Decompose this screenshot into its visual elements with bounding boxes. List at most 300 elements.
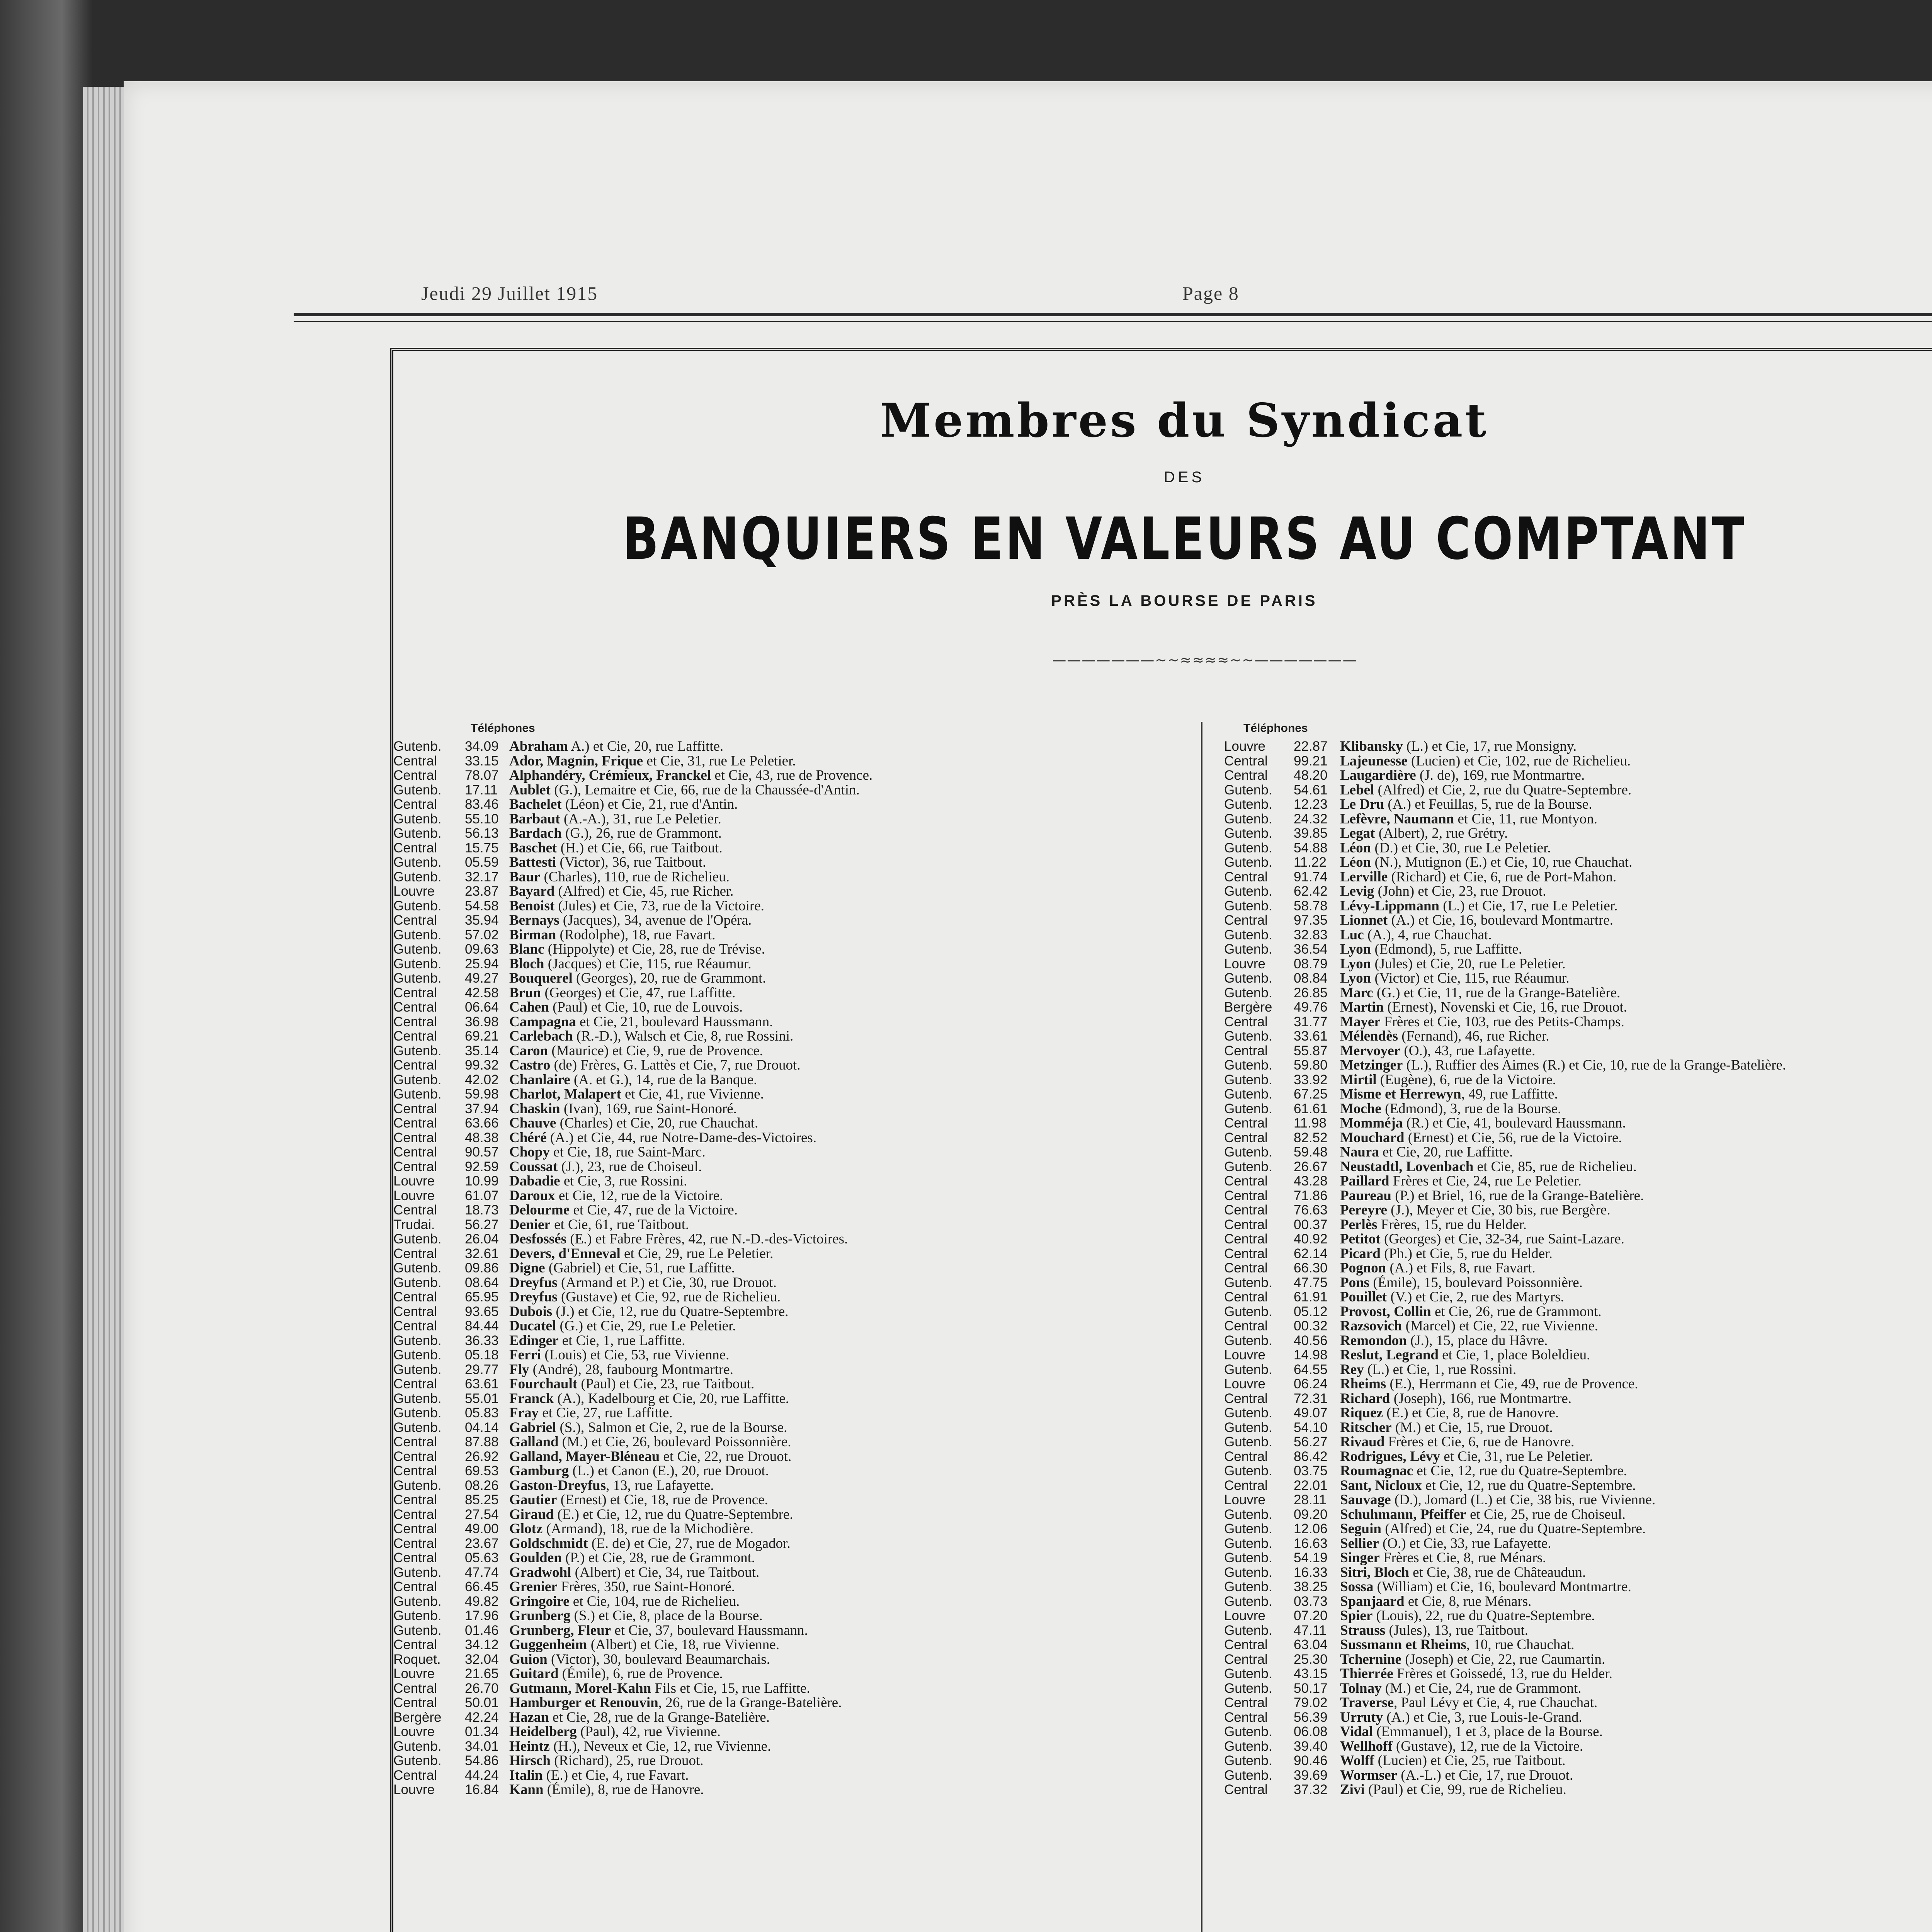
member-row xyxy=(393,1696,1166,1710)
member-entry xyxy=(1340,1652,1605,1667)
phone-number: 99.21 xyxy=(1294,753,1328,769)
phone-number: 48.38 xyxy=(465,1130,499,1145)
member-name: Gradwohl xyxy=(509,1564,571,1580)
exchange-name: Gutenb. xyxy=(393,1391,442,1406)
member-row xyxy=(1220,870,1932,884)
title-des: DES xyxy=(1163,469,1205,486)
phone-number: 55.01 xyxy=(465,1391,499,1406)
exchange-name: Gutenb. xyxy=(1224,1521,1272,1536)
member-address: (E.) et Cie, 12, rue du Quatre-Septembre. xyxy=(554,1506,793,1522)
member-name: Gautier xyxy=(509,1492,557,1508)
member-address: (J.) et Cie, 12, rue du Quatre-Septembre. xyxy=(552,1303,789,1320)
member-address: et Cie, 12, rue du Quatre-Septembre. xyxy=(1422,1477,1636,1493)
member-entry xyxy=(509,826,722,841)
member-name: Cahen xyxy=(509,999,549,1015)
member-address: et Cie, 25, rue de Choiseul. xyxy=(1466,1506,1626,1522)
member-row xyxy=(393,1623,1166,1638)
member-address: et Cie, 43, rue de Provence. xyxy=(711,767,873,783)
exchange-name: Gutenb. xyxy=(1224,1738,1272,1754)
phone-number: 56.27 xyxy=(465,1217,499,1232)
exchange-name: Central xyxy=(393,1550,437,1565)
member-row xyxy=(393,1247,1166,1261)
member-name: Chopy xyxy=(509,1144,550,1160)
exchange-name: Louvre xyxy=(1224,1492,1266,1507)
phone-number: 03.75 xyxy=(1294,1463,1328,1478)
member-row xyxy=(393,1319,1166,1333)
member-name: Lebel xyxy=(1340,782,1374,798)
member-address: et Cie, 37, boulevard Haussmann. xyxy=(611,1622,808,1638)
member-address: (Ernest) et Cie, 56, rue de la Victoire. xyxy=(1404,1129,1622,1146)
member-name: Gutmann, Morel-Kahn xyxy=(509,1680,651,1696)
phone-number: 49.27 xyxy=(465,971,499,986)
exchange-name: Louvre xyxy=(393,1724,435,1739)
member-entry xyxy=(509,1290,781,1304)
member-row xyxy=(1220,1406,1932,1420)
member-address: (Armand et P.) et Cie, 30, rue Drouot. xyxy=(557,1274,777,1291)
exchange-name: Bergère xyxy=(1224,1000,1272,1015)
member-entry xyxy=(509,1319,736,1333)
member-name: Levig xyxy=(1340,883,1374,899)
member-address: (Émile), 15, boulevard Poissonnière. xyxy=(1369,1274,1583,1291)
member-address: et Cie, 28, rue de la Grange-Batelière. xyxy=(549,1709,770,1725)
phone-number: 83.46 xyxy=(465,797,499,812)
member-name: Gringoire xyxy=(509,1593,570,1609)
member-entry xyxy=(509,1710,770,1725)
phone-number: 47.11 xyxy=(1294,1622,1327,1638)
phone-number: 05.18 xyxy=(465,1347,499,1362)
member-row xyxy=(393,1710,1166,1725)
member-name: Reslut, Legrand xyxy=(1340,1347,1439,1363)
member-name: Mayer xyxy=(1340,1014,1381,1030)
phone-number: 59.80 xyxy=(1294,1058,1328,1073)
member-address: (Jacques), 34, avenue de l'Opéra. xyxy=(559,912,752,928)
phone-number: 35.14 xyxy=(465,1043,499,1058)
phone-number: 33.15 xyxy=(465,753,499,769)
exchange-name: Central xyxy=(393,1767,437,1783)
exchange-name: Central xyxy=(393,1202,437,1218)
member-row xyxy=(1220,1522,1932,1536)
telephones-header: Téléphones xyxy=(1243,722,1308,735)
member-address: (L.) et Cie, 1, rue Rossini. xyxy=(1364,1361,1517,1378)
member-entry xyxy=(509,1203,738,1218)
member-name: Ritscher xyxy=(1340,1419,1392,1435)
member-address: (M.) et Cie, 15, rue Drouot. xyxy=(1391,1419,1553,1435)
member-entry xyxy=(1340,1725,1603,1739)
exchange-name: Central xyxy=(393,1376,437,1391)
member-address: (R.) et Cie, 41, boulevard Haussmann. xyxy=(1403,1115,1626,1131)
member-address: (P.) et Cie, 28, rue de Grammont. xyxy=(561,1550,755,1566)
member-row xyxy=(1220,1536,1932,1551)
exchange-name: Gutenb. xyxy=(1224,1420,1272,1435)
member-row xyxy=(393,855,1166,870)
exchange-name: Gutenb. xyxy=(1224,1405,1272,1420)
phone-number: 39.40 xyxy=(1294,1738,1328,1754)
exchange-name: Central xyxy=(393,1695,437,1710)
exchange-name: Gutenb. xyxy=(393,739,442,754)
exchange-name: Louvre xyxy=(393,884,435,899)
phone-number: 32.61 xyxy=(465,1246,499,1261)
member-name: Laugardière xyxy=(1340,767,1416,783)
member-name: Sussmann et Rheims xyxy=(1340,1637,1466,1653)
member-row xyxy=(1220,1391,1932,1406)
member-name: Wellhoff xyxy=(1340,1738,1393,1754)
member-address: (Georges), 20, rue de Grammont. xyxy=(572,970,766,986)
exchange-name: Roquet. xyxy=(393,1651,441,1667)
member-name: Bouquerel xyxy=(509,970,573,986)
phone-number: 64.55 xyxy=(1294,1362,1328,1377)
member-name: Bloch xyxy=(509,956,544,972)
member-address: (Gustave), 12, rue de la Victoire. xyxy=(1392,1738,1583,1754)
phone-number: 58.78 xyxy=(1294,898,1328,913)
member-row xyxy=(1220,1160,1932,1174)
member-row xyxy=(393,1362,1166,1377)
member-entry xyxy=(509,1044,763,1058)
member-address: et Cie, 31, rue Le Peletier. xyxy=(1440,1448,1593,1464)
exchange-name: Gutenb. xyxy=(393,1622,442,1638)
member-entry xyxy=(1340,1753,1565,1768)
exchange-name: Gutenb. xyxy=(393,1478,442,1493)
member-row xyxy=(1220,812,1932,827)
member-address: et Cie, 27, rue Laffitte. xyxy=(539,1405,673,1421)
member-row xyxy=(393,1276,1166,1290)
phone-number: 72.31 xyxy=(1294,1391,1328,1406)
member-name: Mélendès xyxy=(1340,1028,1398,1044)
member-entry xyxy=(1340,1160,1637,1174)
member-address: (Paul) et Cie, 99, rue de Richelieu. xyxy=(1364,1782,1566,1798)
member-row xyxy=(393,1174,1166,1189)
phone-number: 23.67 xyxy=(465,1536,499,1551)
member-entry xyxy=(509,1087,764,1102)
member-entry xyxy=(509,739,723,754)
exchange-name: Central xyxy=(393,1680,437,1696)
member-entry xyxy=(509,1739,771,1754)
phone-number: 12.23 xyxy=(1294,797,1328,812)
member-row xyxy=(393,1652,1166,1667)
phone-number: 56.39 xyxy=(1294,1709,1328,1725)
exchange-name: Gutenb. xyxy=(393,1275,442,1290)
member-row xyxy=(393,1160,1166,1174)
member-address: (H.) et Cie, 66, rue Taitbout. xyxy=(557,840,723,856)
exchange-name: Central xyxy=(1224,1782,1268,1797)
member-name: Rheims xyxy=(1340,1376,1386,1392)
member-name: Goulden xyxy=(509,1550,562,1566)
member-address: (G.) et Cie, 29, rue Le Peletier. xyxy=(556,1318,736,1334)
member-name: Brun xyxy=(509,985,541,1001)
phone-number: 43.15 xyxy=(1294,1666,1328,1681)
phone-number: 86.42 xyxy=(1294,1449,1328,1464)
member-row xyxy=(393,1102,1166,1116)
member-row xyxy=(393,1565,1166,1580)
member-row xyxy=(393,1753,1166,1768)
member-address: (Ivan), 169, rue Saint-Honoré. xyxy=(560,1100,737,1117)
phone-number: 85.25 xyxy=(465,1492,499,1507)
member-address: Frères, 15, rue du Helder. xyxy=(1377,1216,1527,1233)
running-head xyxy=(294,282,1932,317)
member-entry xyxy=(1340,1073,1556,1087)
phone-number: 44.24 xyxy=(465,1767,499,1783)
member-name: Coussat xyxy=(509,1158,558,1175)
member-entry xyxy=(1340,913,1613,928)
member-name: Schuhmann, Pfeiffer xyxy=(1340,1506,1466,1522)
member-name: Mouchard xyxy=(1340,1129,1405,1146)
member-name: Dabadie xyxy=(509,1173,560,1189)
member-row xyxy=(393,1058,1166,1073)
exchange-name: Gutenb. xyxy=(1224,826,1272,841)
member-address: (Richard), 25, rue Drouot. xyxy=(550,1753,704,1769)
member-address: (John) et Cie, 23, rue Drouot. xyxy=(1374,883,1546,899)
member-name: Ador, Magnin, Frique xyxy=(509,753,643,769)
member-row xyxy=(393,1203,1166,1218)
member-row xyxy=(393,1391,1166,1406)
member-row xyxy=(393,1406,1166,1420)
exchange-name: Gutenb. xyxy=(393,1043,442,1058)
member-name: Mervoyer xyxy=(1340,1043,1401,1059)
member-name: Ferri xyxy=(509,1347,541,1363)
member-name: Moche xyxy=(1340,1100,1381,1117)
member-entry xyxy=(509,1435,791,1449)
member-name: Sauvage xyxy=(1340,1492,1391,1508)
phone-number: 29.77 xyxy=(465,1362,499,1377)
member-row xyxy=(393,826,1166,841)
member-entry xyxy=(1340,1290,1564,1304)
phone-number: 16.33 xyxy=(1294,1565,1328,1580)
exchange-name: Gutenb. xyxy=(1224,1434,1272,1449)
member-name: Lerville xyxy=(1340,869,1388,885)
member-address: (Joseph), 166, rue Montmartre. xyxy=(1390,1390,1572,1406)
member-name: Ducatel xyxy=(509,1318,556,1334)
member-row xyxy=(393,812,1166,827)
member-address: (Eugène), 6, rue de la Victoire. xyxy=(1376,1071,1556,1088)
phone-number: 03.73 xyxy=(1294,1594,1328,1609)
exchange-name: Central xyxy=(393,768,437,783)
member-name: Galland xyxy=(509,1434,559,1450)
member-name: Lévy-Lippmann xyxy=(1340,898,1440,914)
member-entry xyxy=(1340,1319,1598,1333)
exchange-name: Gutenb. xyxy=(1224,1550,1272,1565)
member-address: et Cie, 11, rue Montyon. xyxy=(1454,811,1597,827)
head-rule-thin xyxy=(294,321,1932,322)
member-entry xyxy=(1340,1739,1583,1754)
exchange-name: Central xyxy=(393,1130,437,1145)
phone-number: 61.07 xyxy=(465,1188,499,1203)
phone-number: 28.11 xyxy=(1294,1492,1327,1507)
member-name: Richard xyxy=(1340,1390,1390,1406)
member-entry xyxy=(509,1304,788,1319)
member-name: Gamburg xyxy=(509,1463,569,1479)
member-entry xyxy=(1340,1218,1527,1232)
member-row xyxy=(1220,1449,1932,1464)
exchange-name: Gutenb. xyxy=(1224,1304,1272,1319)
member-name: Tchernine xyxy=(1340,1651,1401,1667)
title-bourse: PRÈS LA BOURSE DE PARIS xyxy=(1051,592,1318,609)
member-name: Chauve xyxy=(509,1115,556,1131)
member-address: et Cie, 31, rue Le Peletier. xyxy=(643,753,796,769)
member-address: (Jules) et Cie, 20, rue Le Peletier. xyxy=(1371,956,1566,972)
phone-number: 50.17 xyxy=(1294,1680,1328,1696)
member-row xyxy=(1220,1015,1932,1029)
member-row xyxy=(1220,1000,1932,1015)
member-address: (J.), 23, rue de Choiseul. xyxy=(558,1158,702,1175)
member-name: Paillard xyxy=(1340,1173,1389,1189)
phone-number: 26.85 xyxy=(1294,985,1328,1000)
member-row xyxy=(393,1493,1166,1507)
phone-number: 56.13 xyxy=(465,826,499,841)
exchange-name: Gutenb. xyxy=(1224,1666,1272,1681)
member-address: et Cie, 12, rue du Quatre-Septembre. xyxy=(1413,1463,1627,1479)
member-entry xyxy=(1340,1189,1644,1203)
member-row xyxy=(393,1333,1166,1348)
member-address: (Gabriel) et Cie, 51, rue Laffitte. xyxy=(545,1260,735,1276)
member-entry xyxy=(509,797,738,812)
exchange-name: Central xyxy=(393,1521,437,1536)
exchange-name: Central xyxy=(1224,1130,1268,1145)
exchange-name: Gutenb. xyxy=(393,1362,442,1377)
member-entry xyxy=(509,1218,689,1232)
exchange-name: Gutenb. xyxy=(393,1738,442,1754)
member-row xyxy=(1220,1203,1932,1218)
member-name: Riquez xyxy=(1340,1405,1383,1421)
member-address: (William) et Cie, 16, boulevard Montmartre. xyxy=(1373,1579,1631,1595)
member-address: (A.-L.) et Cie, 17, rue Drouot. xyxy=(1397,1767,1573,1783)
member-name: Aublet xyxy=(509,782,551,798)
exchange-name: Gutenb. xyxy=(393,956,442,971)
member-row xyxy=(1220,841,1932,855)
member-address: et Cie, 26, rue de Grammont. xyxy=(1431,1303,1602,1320)
member-row xyxy=(393,1232,1166,1247)
member-row xyxy=(393,1304,1166,1319)
phone-number: 32.83 xyxy=(1294,927,1328,942)
phone-number: 42.02 xyxy=(465,1072,499,1087)
member-row xyxy=(1220,783,1932,798)
member-address: et Cie, 29, rue Le Peletier. xyxy=(620,1245,774,1262)
exchange-name: Central xyxy=(393,1145,437,1160)
phone-number: 39.69 xyxy=(1294,1767,1328,1783)
phone-number: 26.67 xyxy=(1294,1159,1328,1174)
member-row xyxy=(393,768,1166,783)
member-address: (A. et G.), 14, rue de la Banque. xyxy=(570,1071,757,1088)
member-entry xyxy=(509,1638,779,1652)
phone-number: 66.30 xyxy=(1294,1260,1328,1276)
phone-number: 08.26 xyxy=(465,1478,499,1493)
phone-number: 62.14 xyxy=(1294,1246,1328,1261)
exchange-name: Gutenb. xyxy=(1224,1029,1272,1044)
exchange-name: Central xyxy=(393,1246,437,1261)
member-entry xyxy=(1340,1667,1612,1681)
page-number: Page 8 xyxy=(1182,282,1239,304)
member-entry xyxy=(1340,1536,1551,1551)
member-row xyxy=(1220,1189,1932,1203)
member-address: (Gustave) et Cie, 92, rue de Richelieu. xyxy=(557,1289,781,1305)
member-address: (Fernand), 46, rue Richer. xyxy=(1398,1028,1549,1044)
member-address: et Cie, 41, rue Vivienne. xyxy=(621,1086,764,1102)
title-ornament: ———————~~≈≈≈≈~~——————— xyxy=(1052,652,1357,668)
phone-number: 84.44 xyxy=(465,1318,499,1333)
member-address: (Jules), 13, rue Taitbout. xyxy=(1385,1622,1528,1638)
exchange-name: Central xyxy=(1224,1217,1268,1232)
member-address: (M.) et Cie, 26, boulevard Poissonnière. xyxy=(558,1434,791,1450)
member-name: Bernays xyxy=(509,912,560,928)
member-entry xyxy=(1340,1333,1548,1348)
phone-number: 06.08 xyxy=(1294,1724,1328,1739)
member-entry xyxy=(509,957,751,971)
member-row xyxy=(393,1739,1166,1754)
member-name: Metzinger xyxy=(1340,1057,1403,1073)
exchange-name: Central xyxy=(393,1101,437,1116)
member-row xyxy=(1220,1333,1932,1348)
phone-number: 39.85 xyxy=(1294,826,1328,841)
member-name: Glotz xyxy=(509,1521,543,1537)
member-row xyxy=(393,797,1166,812)
phone-number: 56.27 xyxy=(1294,1434,1328,1449)
exchange-name: Gutenb. xyxy=(1224,1680,1272,1696)
member-address: et Cie, 61, rue Taitbout. xyxy=(550,1216,689,1233)
phone-number: 12.06 xyxy=(1294,1521,1328,1536)
member-row xyxy=(1220,1667,1932,1681)
phone-number: 49.00 xyxy=(465,1521,499,1536)
member-entry xyxy=(509,1696,842,1710)
member-entry xyxy=(1340,986,1620,1000)
title-banquiers: BANQUIERS EN VALEURS AU COMPTANT xyxy=(622,505,1746,573)
member-entry xyxy=(1340,841,1551,855)
member-row xyxy=(393,1029,1166,1044)
member-address: (André), 28, faubourg Montmartre. xyxy=(529,1361,733,1378)
member-entry xyxy=(1340,1116,1626,1131)
member-row xyxy=(1220,1058,1932,1073)
member-entry xyxy=(509,942,765,957)
member-entry xyxy=(1340,1551,1546,1565)
member-entry xyxy=(509,1652,770,1667)
member-entry xyxy=(509,1276,777,1290)
member-row xyxy=(393,1609,1166,1623)
member-address: et Cie, 1, place Boleldieu. xyxy=(1438,1347,1590,1363)
member-row xyxy=(393,928,1166,942)
member-entry xyxy=(1340,1145,1513,1160)
member-entry xyxy=(1340,1580,1631,1594)
phone-number: 61.61 xyxy=(1294,1101,1328,1116)
phone-number: 22.01 xyxy=(1294,1478,1328,1493)
member-entry xyxy=(509,1333,685,1348)
member-name: Chaskin xyxy=(509,1100,560,1117)
member-entry xyxy=(1340,971,1569,986)
member-row xyxy=(393,1594,1166,1609)
member-address: A.) et Cie, 20, rue Laffitte. xyxy=(568,738,724,754)
exchange-name: Central xyxy=(393,1449,437,1464)
member-entry xyxy=(1340,1131,1622,1145)
member-address: (A.-A.), 31, rue Le Peletier. xyxy=(560,811,721,827)
phone-number: 76.63 xyxy=(1294,1202,1328,1218)
member-entry xyxy=(509,754,796,769)
member-row xyxy=(1220,1102,1932,1116)
member-row xyxy=(393,1000,1166,1015)
phone-number: 33.92 xyxy=(1294,1072,1328,1087)
phone-number: 63.04 xyxy=(1294,1637,1328,1652)
member-entry xyxy=(509,1551,755,1565)
exchange-name: Gutenb. xyxy=(1224,1767,1272,1783)
member-name: Bayard xyxy=(509,883,555,899)
member-row xyxy=(393,1782,1166,1797)
member-row xyxy=(393,1189,1166,1203)
member-name: Campagna xyxy=(509,1014,576,1030)
member-entry xyxy=(509,1247,773,1261)
member-address: (L.) et Canon (E.), 20, rue Drouot. xyxy=(569,1463,769,1479)
phone-number: 34.01 xyxy=(465,1738,499,1754)
member-entry xyxy=(509,783,860,798)
member-row xyxy=(1220,1290,1932,1304)
phone-number: 91.74 xyxy=(1294,869,1328,884)
exchange-name: Gutenb. xyxy=(1224,1058,1272,1073)
phone-number: 34.12 xyxy=(465,1637,499,1652)
phone-number: 49.82 xyxy=(465,1594,499,1609)
